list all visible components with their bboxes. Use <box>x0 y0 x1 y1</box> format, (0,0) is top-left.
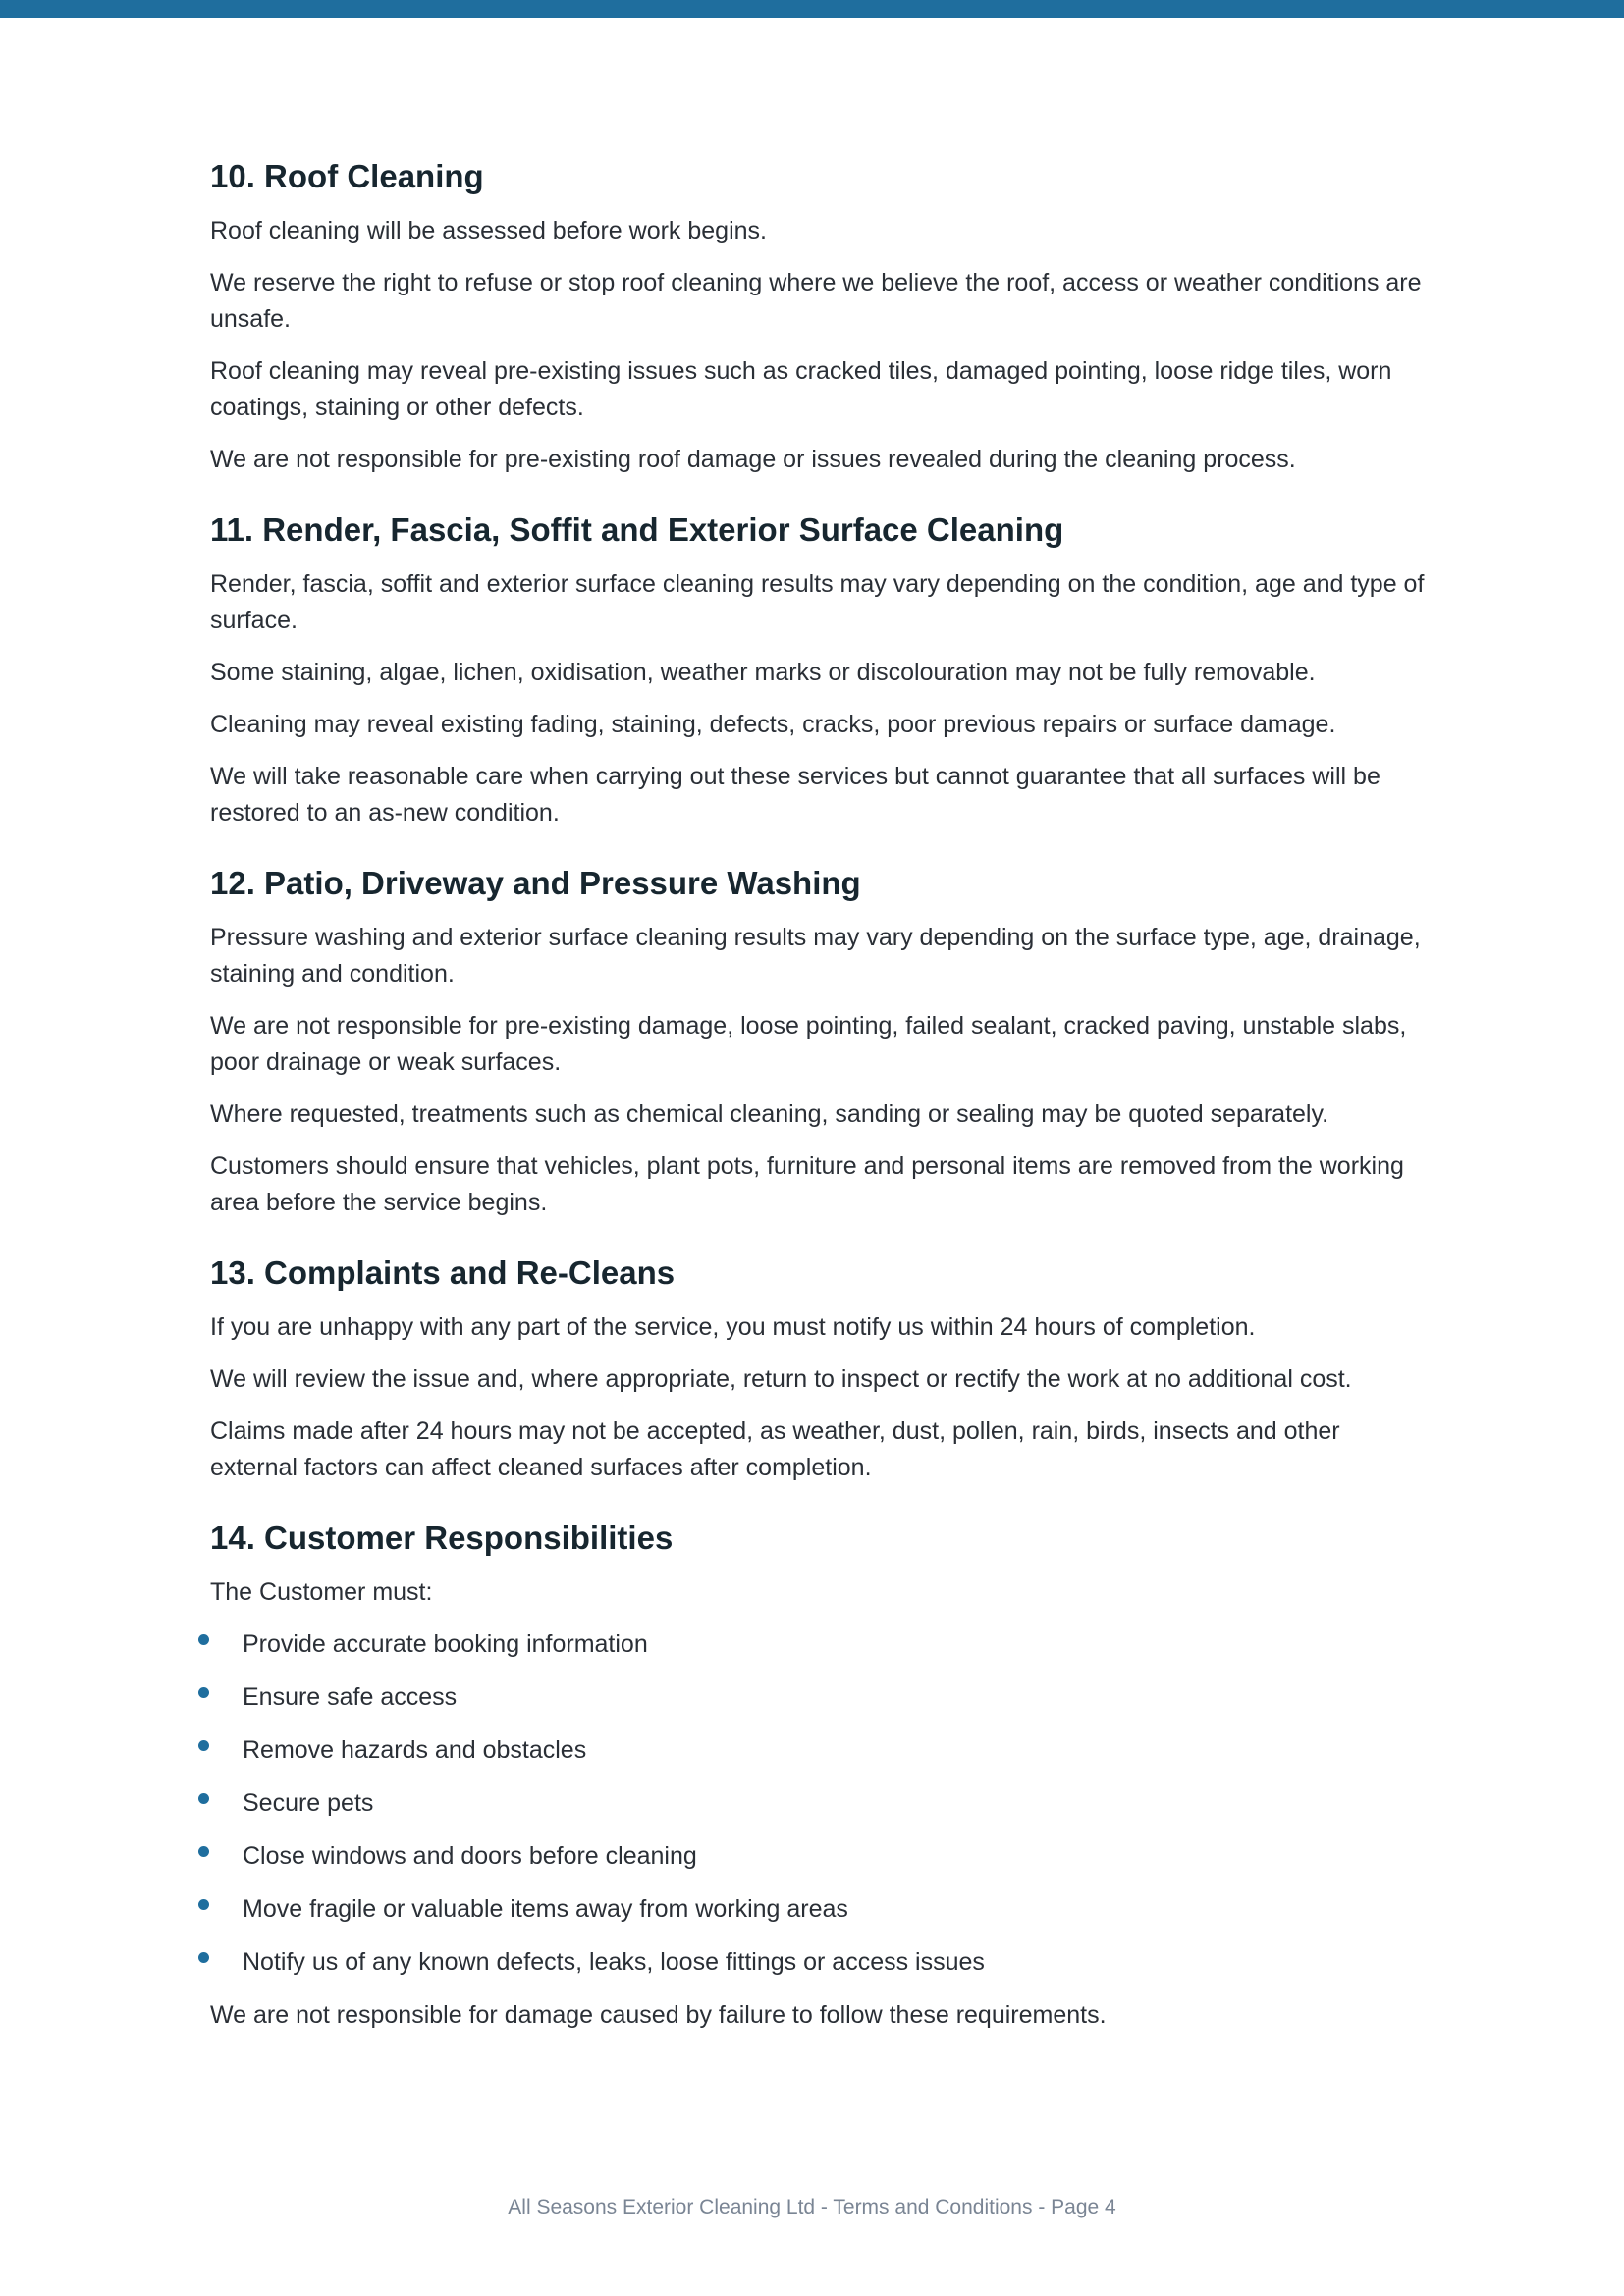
paragraph: Pressure washing and exterior surface cleaning results may vary depending on the surface type, age, drainage, staining and condition. <box>210 924 1421 988</box>
list-item-text: Provide accurate booking information <box>243 1630 648 1658</box>
list-item <box>210 1892 1428 1928</box>
paragraph: Cleaning may reveal existing fading, staining, defects, cracks, poor previous repairs or surface damage. <box>210 711 1336 738</box>
section-heading: 13. Complaints and Re-Cleans <box>210 1255 676 1291</box>
section-heading: 12. Patio, Driveway and Pressure Washing <box>210 865 861 901</box>
section-render-fascia-soffit <box>210 510 1428 831</box>
bullet-icon <box>198 1740 209 1751</box>
bullet-icon <box>198 1634 209 1645</box>
section-complaints <box>210 1254 1428 1486</box>
section-heading: 11. Render, Fascia, Soffit and Exterior Surface Cleaning <box>210 511 1064 548</box>
paragraph: The Customer must: <box>210 1578 433 1606</box>
top-accent-bar <box>0 0 1624 18</box>
list-item-text: Close windows and doors before cleaning <box>243 1842 697 1870</box>
list-item-text: Move fragile or valuable items away from working areas <box>243 1896 848 1923</box>
list-item <box>210 1680 1428 1716</box>
paragraph: Claims made after 24 hours may not be accepted, as weather, dust, pollen, rain, birds, insects and other external factors can affect cleaned surfaces after completion. <box>210 1417 1340 1481</box>
list-item-text: Ensure safe access <box>243 1683 458 1711</box>
bullet-icon <box>198 1687 209 1698</box>
paragraph: We are not responsible for damage caused by failure to follow these requirements. <box>210 2002 1107 2029</box>
paragraph: If you are unhappy with any part of the service, you must notify us within 24 hours of completion. <box>210 1313 1256 1341</box>
section-roof-cleaning <box>210 157 1428 478</box>
section-heading: 10. Roof Cleaning <box>210 158 484 194</box>
paragraph: We are not responsible for pre-existing damage, loose pointing, failed sealant, cracked paving, unstable slabs, poor drainage or weak surfaces. <box>210 1012 1407 1076</box>
section-heading: 14. Customer Responsibilities <box>210 1520 674 1556</box>
paragraph: Render, fascia, soffit and exterior surface cleaning results may vary depending on the condition, age and type of surface. <box>210 570 1425 634</box>
responsibilities-list <box>210 1627 1428 1981</box>
bullet-icon <box>198 1846 209 1857</box>
paragraph: Some staining, algae, lichen, oxidisation, weather marks or discolouration may not be fully removable. <box>210 659 1316 686</box>
paragraph: We will review the issue and, where appropriate, return to inspect or rectify the work at no additional cost. <box>210 1365 1352 1393</box>
paragraph: We will take reasonable care when carrying out these services but cannot guarantee that all surfaces will be restored to an as-new condition. <box>210 763 1380 827</box>
list-item <box>210 1839 1428 1875</box>
list-item-text: Secure pets <box>243 1789 374 1817</box>
list-item-text: Notify us of any known defects, leaks, loose fittings or access issues <box>243 1949 985 1976</box>
paragraph: Roof cleaning will be assessed before work begins. <box>210 217 767 244</box>
paragraph: We reserve the right to refuse or stop roof cleaning where we believe the roof, access or weather conditions are unsafe. <box>210 269 1422 333</box>
section-patio-driveway <box>210 864 1428 1221</box>
bullet-icon <box>198 1899 209 1910</box>
paragraph: Roof cleaning may reveal pre-existing issues such as cracked tiles, damaged pointing, loose ridge tiles, worn coatings, staining or other defects. <box>210 357 1392 421</box>
document-body <box>210 157 1428 2066</box>
paragraph: Customers should ensure that vehicles, plant pots, furniture and personal items are removed from the working area before the service begins. <box>210 1152 1404 1216</box>
paragraph: We are not responsible for pre-existing roof damage or issues revealed during the cleaning process. <box>210 446 1296 473</box>
list-item <box>210 1627 1428 1663</box>
bullet-icon <box>198 1793 209 1804</box>
paragraph: Where requested, treatments such as chemical cleaning, sanding or sealing may be quoted separately. <box>210 1100 1329 1128</box>
list-item-text: Remove hazards and obstacles <box>243 1736 587 1764</box>
section-customer-responsibilities <box>210 1519 1428 2034</box>
list-item <box>210 1945 1428 1981</box>
list-item <box>210 1733 1428 1769</box>
page-footer: All Seasons Exterior Cleaning Ltd - Terms and Conditions - Page 4 <box>508 2196 1116 2218</box>
bullet-icon <box>198 1952 209 1963</box>
list-item <box>210 1786 1428 1822</box>
